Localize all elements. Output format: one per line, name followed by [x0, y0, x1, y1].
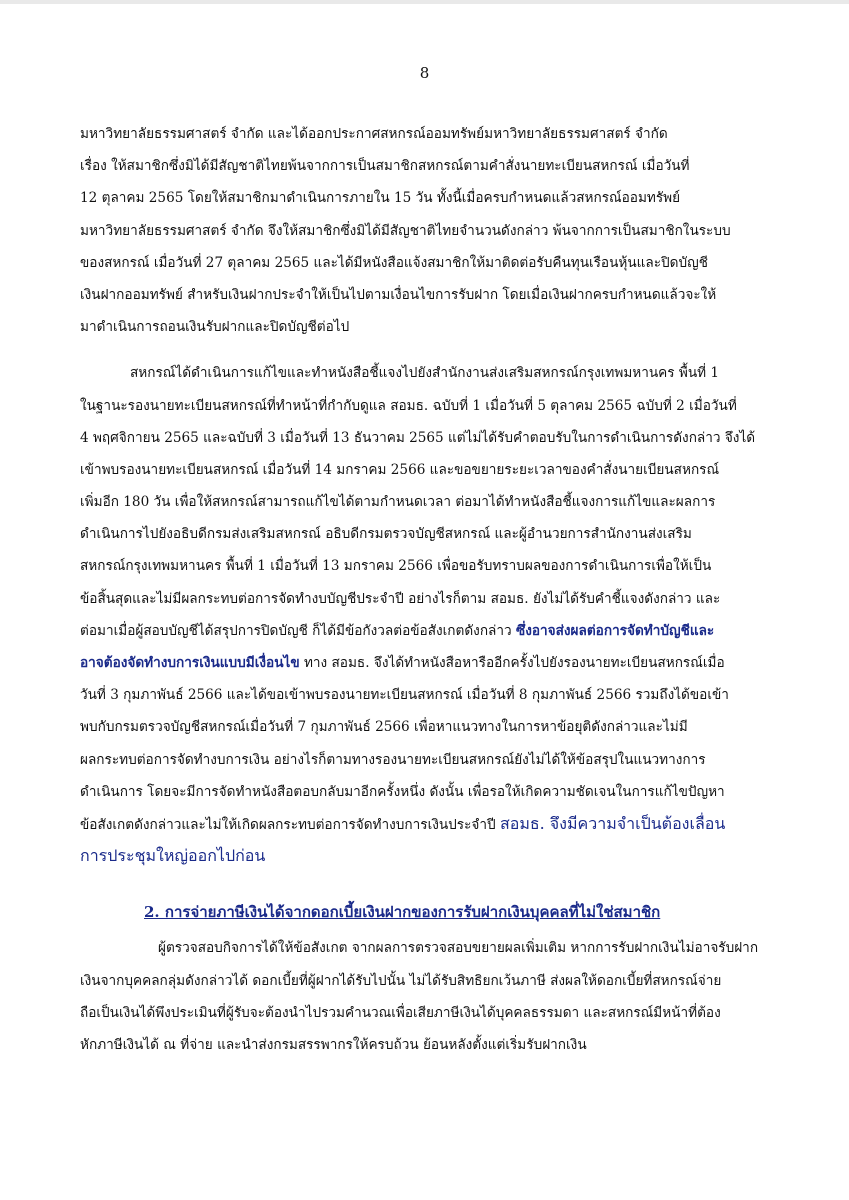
text-line: มหาวิทยาลัยธรรมศาสตร์ จำกัด และได้ออกประกาศสหกรณ์ออมทรัพย์มหาวิทยาลัยธรรมศาสตร์ จำกัด — [80, 126, 668, 142]
text-span: ทาง สอมธ. จึงได้ทำหนังสือหารืออีกครั้งไปยังรองนายทะเบียนสหกรณ์เมื่อ — [299, 655, 725, 671]
document-body — [80, 118, 770, 1061]
text-line: ถือเป็นเงินได้พึงประเมินที่ผู้รับจะต้องนำไปรวมคำนวณเพื่อเสียภาษีเงินได้บุคคลธรรมดา และสหกรณ์มีหน้าที่ต้อง — [80, 1004, 721, 1021]
text-line: พบกับกรมตรวจบัญชีสหกรณ์เมื่อวันที่ 7 กุมภาพันธ์ 2566 เพื่อหาแนวทางในการหาข้อยุติดังกล่าวและไม่มี — [80, 719, 688, 736]
text-line: เข้าพบรองนายทะเบียนสหกรณ์ เมื่อวันที่ 14 มกราคม 2566 และขอขยายระยะเวลาของคำสั่งนายเบียนสหกรณ์ — [80, 461, 720, 478]
text-line: ในฐานะรองนายทะเบียนสหกรณ์ที่ทำหน้าที่กำกับดูแล สอมธ. ฉบับที่ 1 เมื่อวันที่ 5 ตุลาคม 2565 ฉบับที่ 2 เมื่อวันที่ — [80, 397, 737, 414]
text-line: เรื่อง ให้สมาชิกซึ่งมิได้มีสัญชาติไทยพ้นจากการเป็นสมาชิกสหกรณ์ตามคำสั่งนายทะเบียนสหกรณ์ เมื่อวันที่ — [80, 158, 690, 175]
highlighted-text: การประชุมใหญ่ออกไปก่อน — [80, 846, 266, 866]
text-line — [80, 615, 770, 647]
text-line: ดำเนินการไปยังอธิบดีกรมส่งเสริมสหกรณ์ อธิบดีกรมตรวจบัญชีสหกรณ์ และผู้อำนวยการสำนักงานส่งเสริม — [80, 526, 692, 543]
text-line — [80, 647, 770, 679]
text-line — [80, 808, 770, 840]
text-line: เพิ่มอีก 180 วัน เพื่อให้สหกรณ์สามารถแก้ไขได้ตามกำหนดเวลา ต่อมาได้ทำหนังสือชี้แจงการแก้ไขและผลการ — [80, 494, 716, 511]
highlighted-text: ซึ่งอาจส่งผลต่อการจัดทำบัญชีและ — [515, 622, 715, 639]
text-line: มาดำเนินการถอนเงินรับฝากและปิดบัญชีต่อไป — [80, 319, 350, 336]
text-line: เงินจากบุคคลกลุ่มดังกล่าวได้ ดอกเบี้ยที่ผู้ฝากได้รับไปนั้น ไม่ได้รับสิทธิยกเว้นภาษี ส่งผลให้ดอกเบี้ยที่สหกรณ์จ่าย — [80, 972, 722, 989]
paragraph-3 — [80, 932, 770, 1061]
text-line: หักภาษีเงินได้ ณ ที่จ่าย และนำส่งกรมสรรพากรให้ครบถ้วน ย้อนหลังตั้งแต่เริ่มรับฝากเงิน — [80, 1036, 587, 1053]
paragraph-2 — [80, 357, 770, 872]
text-line: เงินฝากออมทรัพย์ สำหรับเงินฝากประจำให้เป็นไปตามเงื่อนไขการรับฝาก โดยเมื่อเงินฝากครบกำหนดแล้วจะให้ — [80, 286, 717, 303]
text-line — [80, 840, 770, 872]
text-line: สหกรณ์ได้ดำเนินการแก้ไขและทำหนังสือชี้แจงไปยังสำนักงานส่งเสริมสหกรณ์กรุงเทพมหานคร พื้นที่ 1 — [130, 365, 720, 382]
text-line: 4 พฤศจิกายน 2565 และฉบับที่ 3 เมื่อวันที่ 13 ธันวาคม 2565 แต่ไม่ได้รับคำตอบรับในการดำเนินการดังกล่าว จึงได้ — [80, 429, 756, 446]
text-line: ของสหกรณ์ เมื่อวันที่ 27 ตุลาคม 2565 และได้มีหนังสือแจ้งสมาชิกให้มาติดต่อรับคืนทุนเรือนหุ้นและปิดบัญชี — [80, 254, 708, 271]
text-span: ต่อมาเมื่อผู้สอบบัญชีได้สรุปการปิดบัญชี ก็ได้มีข้อกังวลต่อข้อสังเกตดังกล่าว — [80, 622, 516, 639]
highlighted-text: สอมธ. จึงมีความจำเป็นต้องเลื่อน — [499, 813, 726, 833]
highlighted-text: อาจต้องจัดทำงบการเงินแบบมีเงื่อนไข — [80, 655, 300, 671]
top-border — [0, 0, 849, 4]
text-line: ข้อสิ้นสุดและไม่มีผลกระทบต่อการจัดทำงบบัญชีประจำปี อย่างไรก็ตาม สอมธ. ยังไม่ได้รับคำชี้แจงดังกล่าว และ — [80, 590, 721, 607]
paragraph-1 — [80, 118, 770, 343]
text-span: ข้อสังเกตดังกล่าวและไม่ให้เกิดผลกระทบต่อการจัดทำงบการเงินประจำปี — [80, 816, 500, 833]
text-line: สหกรณ์กรุงเทพมหานคร พื้นที่ 1 เมื่อวันที่ 13 มกราคม 2566 เพื่อขอรับทราบผลของการดำเนินการเพื่อให้เป็น — [80, 558, 712, 575]
text-line: มหาวิทยาลัยธรรมศาสตร์ จำกัด จึงให้สมาชิกซึ่งมิได้มีสัญชาติไทยจำนวนดังกล่าว พ้นจากการเป็นสมาชิกในระบบ — [80, 222, 731, 239]
text-line: วันที่ 3 กุมภาพันธ์ 2566 และได้ขอเข้าพบรองนายทะเบียนสหกรณ์ เมื่อวันที่ 8 กุมภาพันธ์ 2566 รวมถึงได้ขอเข้า — [80, 687, 729, 704]
page-number: 8 — [419, 64, 430, 82]
text-line: 12 ตุลาคม 2565 โดยให้สมาชิกมาดำเนินการภายใน 15 วัน ทั้งนี้เมื่อครบกำหนดแล้วสหกรณ์ออมทรัพย์ — [80, 190, 681, 207]
text-line: ดำเนินการ โดยจะมีการจัดทำหนังสือตอบกลับมาอีกครั้งหนึ่ง ดังนั้น เพื่อรอให้เกิดความชัดเจนในการแก้ไขปัญหา — [80, 783, 725, 800]
text-line: ผลกระทบต่อการจัดทำงบการเงิน อย่างไรก็ตามทางรองนายทะเบียนสหกรณ์ยังไม่ได้ให้ข้อสรุปในแนวทางการ — [80, 751, 706, 768]
section-heading: 2. การจ่ายภาษีเงินได้จากดอกเบี้ยเงินฝากของการรับฝากเงินบุคคลที่ไม่ใช่สมาชิก — [144, 903, 661, 922]
text-line: ผู้ตรวจสอบกิจการได้ให้ข้อสังเกต จากผลการตรวจสอบขยายผลเพิ่มเติม หากการรับฝากเงินไม่อาจรับฝาก — [158, 940, 759, 957]
